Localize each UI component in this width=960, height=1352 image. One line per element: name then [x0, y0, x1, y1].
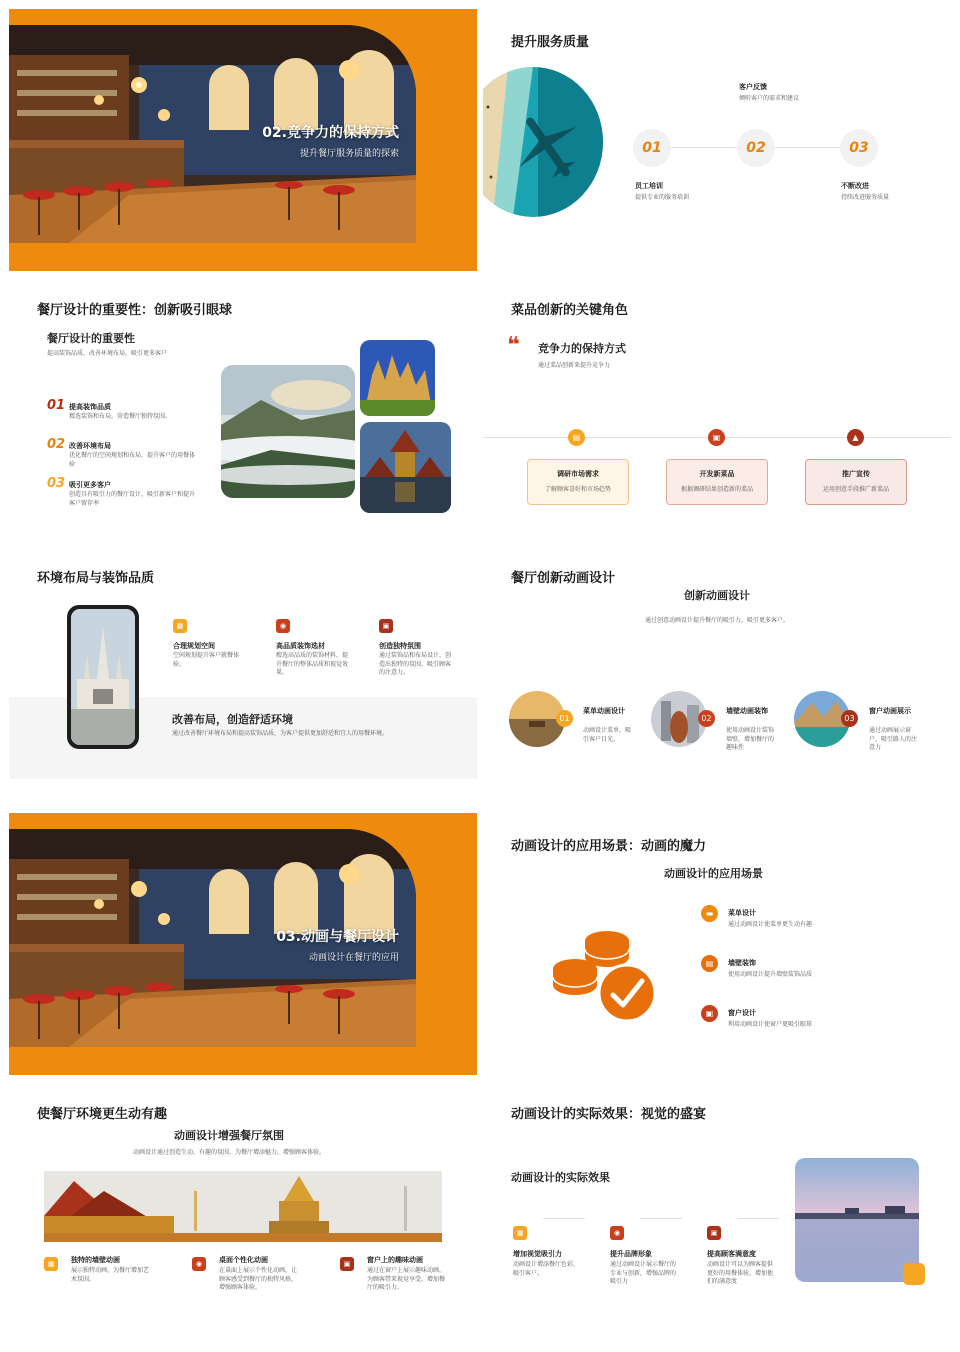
item-desc: 精选装饰和布局，营造餐厅独特氛围。 [69, 413, 172, 420]
item-desc: 精选高品质的装饰材料，提升餐厅的整体品质和视觉效果。 [276, 652, 349, 677]
slide-layout-decor[interactable] [9, 545, 477, 807]
slide-title: 餐厅创新动画设计 [511, 571, 616, 586]
slide-animation-effects[interactable] [483, 1081, 951, 1343]
wall-animation-icon: ▦ [44, 1257, 58, 1271]
item-desc: 使用动画设计提升墙壁装饰品质 [728, 971, 813, 978]
material-icon: ◉ [276, 619, 290, 633]
item-label: 墙壁动画装饰 [726, 707, 768, 715]
cover-title: 02.竞争力的保持方式 [262, 125, 399, 141]
section-heading: 动画设计的实际效果 [511, 1171, 610, 1184]
item-number: 02 [47, 437, 66, 452]
card-desc: 根据调研结果创造新的菜品 [680, 486, 753, 493]
item-desc: 通过在窗户上展示趣味动画，为顾客带来视觉享受，增加餐厅的吸引力。 [367, 1267, 446, 1292]
section-heading: 创新动画设计 [684, 589, 750, 602]
item-desc: 通过动画设计展示餐厅的专业与创新，增强品牌的吸引力 [610, 1261, 677, 1286]
wall-icon: ▤ [701, 955, 718, 972]
card-market-research[interactable] [527, 459, 629, 505]
slide-cover-02[interactable] [9, 9, 477, 271]
cover-subtitle: 提升餐厅服务质量的探索 [299, 149, 399, 159]
slide-title: 餐厅设计的重要性：创新吸引眼球 [37, 303, 233, 318]
divider-line [640, 1218, 682, 1219]
accent-square [903, 1263, 925, 1285]
step-label: 员工培训 [635, 182, 663, 190]
divider-line [543, 1218, 585, 1219]
window-animation-icon: ▣ [340, 1257, 354, 1271]
step-desc: 倾听客户的需求和建议 [739, 95, 800, 102]
item-label: 创造独特氛围 [379, 642, 421, 650]
item-desc: 通过动画设计使菜单更生动有趣 [728, 921, 813, 928]
step-label: 不断改进 [841, 182, 869, 190]
item-label: 独特的墙壁动画 [71, 1256, 120, 1264]
phone-screen [71, 609, 135, 745]
band-title: 改善布局，创造舒适环境 [172, 713, 293, 726]
menu-icon: ▬ [701, 905, 718, 922]
slide-title: 菜品创新的关键角色 [511, 303, 629, 318]
item-label: 改善环境布局 [69, 442, 111, 450]
slide-cover-03[interactable] [9, 813, 477, 1075]
section-intro: 通过菜品创新来提升竞争力 [538, 362, 611, 369]
item-label: 增加视觉吸引力 [513, 1250, 562, 1258]
item-number-badge: 02 [698, 710, 715, 727]
section-heading: 竞争力的保持方式 [538, 342, 626, 355]
item-desc: 优化餐厅的空间规划和布局，提升客户的用餐体验 [69, 452, 196, 468]
window-icon: ▣ [701, 1005, 718, 1022]
item-label: 菜单设计 [728, 909, 756, 917]
band-desc: 通过改善餐厅环境布局和提高装饰品质，为客户提供更加舒适和宜人的用餐环境。 [172, 730, 389, 737]
item-label: 吸引更多客户 [69, 481, 111, 489]
item-number: 03 [47, 476, 66, 491]
beach-airplane-image [483, 67, 603, 217]
bell-icon: ▲ [847, 429, 864, 446]
section-heading: 餐厅设计的重要性 [47, 332, 135, 345]
section-heading: 动画设计的应用场景 [664, 867, 763, 880]
phone-mockup [67, 605, 139, 749]
item-label: 窗户设计 [728, 1009, 756, 1017]
card-new-dish[interactable] [666, 459, 768, 505]
card-desc: 运用创意手段推广新菜品 [822, 486, 889, 493]
item-label: 提升品牌形象 [610, 1250, 652, 1258]
cover-title: 03.动画与餐厅设计 [276, 929, 399, 945]
slide-animation-scenarios[interactable] [483, 813, 951, 1075]
slide-dish-innovation[interactable] [483, 277, 951, 539]
item-label: 提高顾客满意度 [707, 1250, 756, 1258]
slide-title: 使餐厅环境更生动有趣 [37, 1107, 168, 1122]
slide-restaurant-design[interactable] [9, 277, 477, 539]
item-label: 窗户上的趣味动画 [367, 1256, 423, 1264]
item-desc: 创造具有吸引力的餐厅设计，吸引新客户和提升客户留存率 [69, 491, 196, 507]
step-number-circle: 02 [737, 129, 775, 167]
item-label: 菜单动画设计 [583, 707, 625, 715]
image-icon: ▣ [708, 429, 725, 446]
slide-animation-design[interactable] [483, 545, 951, 807]
layout-icon: ▦ [173, 619, 187, 633]
section-intro: 通过创意动画设计提升餐厅的吸引力，吸引更多客户。 [644, 617, 789, 624]
step-desc: 提供专业的服务培训 [635, 194, 690, 201]
slide-improve-service[interactable] [483, 9, 951, 271]
brand-icon: ◉ [610, 1226, 624, 1240]
coins-check-icon [549, 921, 669, 1029]
step-label: 客户反馈 [739, 83, 767, 91]
item-label: 窗户动画展示 [869, 707, 911, 715]
card-desc: 了解顾客喜好和市场趋势 [544, 486, 611, 493]
card-promotion[interactable] [805, 459, 907, 505]
cover-subtitle: 动画设计在餐厅的应用 [308, 953, 399, 963]
slide-title: 环境布局与装饰品质 [37, 571, 155, 586]
card-label: 开发新菜品 [699, 470, 735, 478]
slide-lively-environment[interactable] [9, 1081, 477, 1343]
item-desc: 使用动画设计装饰墙壁，增加餐厅的趣味性 [726, 727, 775, 752]
item-desc: 利用动画设计使窗户更吸引眼球 [728, 1021, 813, 1028]
quote-icon: ❝ [507, 333, 520, 358]
item-desc: 展示独特动画，为餐厅增加艺术氛围。 [71, 1267, 150, 1283]
smile-icon: ▣ [707, 1226, 721, 1240]
step-number-circle: 03 [840, 129, 878, 167]
section-intro: 动画设计通过创造生动、有趣的氛围，为餐厅增添魅力，增强顾客体验。 [132, 1149, 325, 1156]
item-label: 高品质装饰选材 [276, 642, 325, 650]
item-desc: 通过装饰品和布局设计，创造出独特的氛围，吸引顾客的注意力。 [379, 652, 452, 677]
eye-icon: ▦ [513, 1226, 527, 1240]
item-desc: 动画设计增添餐厅色彩，吸引客户。 [513, 1261, 580, 1277]
section-heading: 动画设计增强餐厅氛围 [174, 1129, 284, 1142]
card-label: 推广宣传 [842, 470, 870, 478]
table-animation-icon: ◉ [192, 1257, 206, 1271]
slide-title: 提升服务质量 [511, 35, 590, 50]
item-label: 桌面个性化动画 [219, 1256, 268, 1264]
item-desc: 动画设计菜单，吸引客户目光。 [583, 727, 632, 743]
item-number: 01 [47, 398, 66, 413]
card-label: 调研市场需求 [557, 470, 599, 478]
item-label: 提高装饰品质 [69, 403, 111, 411]
item-desc: 空间规划提升客户就餐体验。 [173, 652, 240, 668]
temple-banner-image [44, 1171, 442, 1242]
item-label: 墙壁装饰 [728, 959, 756, 967]
section-intro: 提高装饰品质，改善环境布局，吸引更多客户 [47, 350, 168, 357]
lake-bridge-image [795, 1158, 919, 1282]
item-label: 合理规划空间 [173, 642, 215, 650]
step-desc: 持续改进服务质量 [841, 194, 890, 201]
item-number-badge: 01 [556, 710, 573, 727]
item-desc: 通过动画展示窗户，吸引路人的注意力 [869, 727, 918, 752]
slide-title: 动画设计的实际效果：视觉的盛宴 [511, 1107, 707, 1122]
document-icon: ▤ [568, 429, 585, 446]
item-number-badge: 03 [841, 710, 858, 727]
pagoda-reflection-image [360, 422, 451, 513]
temple-rock-image [360, 340, 435, 416]
step-number-circle: 01 [633, 129, 671, 167]
divider-line [737, 1218, 779, 1219]
item-desc: 动画设计可以为顾客提供更好的用餐体验，增加他们的满意度 [707, 1261, 774, 1286]
item-desc: 在桌面上展示个性化动画，让顾客感受到餐厅的独特风格，增强顾客体验。 [219, 1267, 298, 1292]
ambience-icon: ▣ [379, 619, 393, 633]
slide-title: 动画设计的应用场景：动画的魔力 [511, 839, 707, 854]
misty-mountain-image [221, 365, 355, 498]
